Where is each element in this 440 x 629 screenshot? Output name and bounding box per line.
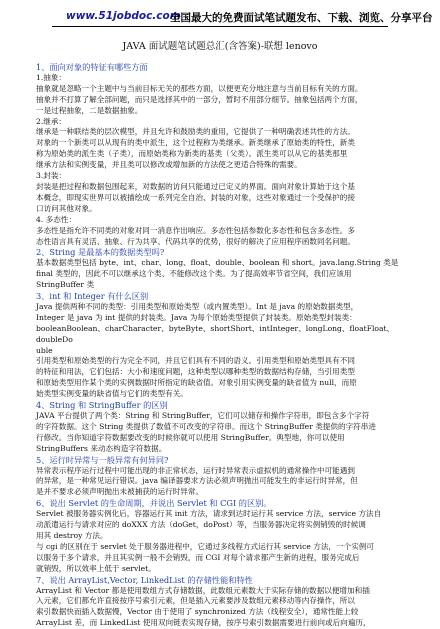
section-heading: 1、面向对象的特征有哪些方面 [36, 62, 148, 72]
body-line: 和原始类型用作某个类的实例数据时所指定的缺省值。对象引用实例变量的缺省值为 null，而原 [36, 378, 357, 388]
body-line: 称为原始类的派生类（子类），而原始类称为新类的基类（父类）。派生类可以从它的基类那里 [36, 149, 348, 159]
body-line: 2.继承： [36, 116, 67, 126]
section-heading: 7、说出 ArrayList,Vector, LinkedList 的存储性能和特性 [36, 574, 253, 585]
section-heading: 5、运行时异常与一般异常有何异同? [36, 454, 169, 465]
body-line: booleanBoolean、charCharacter、byteByte、shortShort、intInteger、longLong、floatFloat、doubleDo [36, 323, 395, 344]
section-heading: 2、String 是最基本的数据类型吗? [36, 247, 165, 258]
body-line: 是并不要求必须声明抛出未被捕获的运行时异常。 [36, 487, 204, 497]
body-line: 继承是一种联结类的层次模型，并且允许和鼓励类的重用，它提供了一种明确表述共性的方法。 [36, 127, 355, 137]
body-line: Java 提供两种不同的类型：引用类型和原始类型（或内置类型）。Int 是 java 的原始数据类型， [36, 301, 359, 311]
body-line: 一是过程抽象，二是数据抽象。 [36, 105, 143, 115]
page-header [0, 6, 440, 28]
body-line: 态性语言具有灵活、抽象、行为共享、代码共享的优势，很好的解决了应用程序函数同名问题。 [36, 236, 355, 246]
body-line: Integer 是 java 为 int 提供的封装类。Java 为每个原始类型提供了封装类。原始类型封装类： [36, 312, 357, 322]
body-line: ArrayList 差，而 LinkedList 使用双向链表实现存储，按序号索引数据需要进行前向或后向遍历， [36, 618, 371, 628]
body-line: 与 cgi 的区别在于 servlet 处于服务器进程中，它通过多线程方式运行其 service 方法，一个实例可 [36, 541, 374, 551]
body-line: 1.抽象： [36, 72, 67, 82]
document-body [36, 62, 408, 629]
body-line: 异常表示程序运行过程中可能出现的非正常状态，运行时异常表示虚拟机的通常操作中可能遇到 [36, 465, 355, 475]
header-divider [52, 26, 388, 27]
body-line: 始类型实例变量的缺省值与它们的类型有关。 [36, 389, 188, 399]
body-line: 以服务于多个请求，并且其实例一般不会销毁，而 CGI 对每个请求都产生新的进程，服务完成后 [36, 552, 360, 562]
body-line: 引用类型和原始类型的行为完全不同，并且它们具有不同的语义。引用类型和原始类型具有不同 [36, 356, 355, 366]
section-heading: 3、int 和 Integer 有什么区别 [36, 291, 149, 302]
body-line: 动派遣运行与请求对应的 doXXX 方法（doGet，doPost）等，当服务器决定将实例销毁的时候调 [36, 520, 366, 530]
section-heading: 6、说出 Servlet 的生命周期，并说出 Servlet 和 CGI 的区别。 [36, 498, 272, 509]
body-line: ArrayList 和 Vector 都是使用数组方式存储数据，此数组元素数大于实际存储的数据以便增加和插 [36, 585, 370, 595]
body-line: 入元素，它们都允许直接按序号索引元素，但是插入元素要涉及数组元素移动等内存操作，所以 [36, 596, 355, 606]
body-line: 口访问其他对象。 [36, 203, 97, 213]
document-title: JAVA 面试题笔试题总汇(含答案)-联想 lenovo [122, 41, 318, 52]
body-line: 3.封装： [36, 171, 67, 181]
body-line: 用其 destroy 方法。 [36, 530, 108, 540]
body-line: 封装是把过程和数据包围起来，对数据的访问只能通过已定义的界面。面向对象计算始于这个基 [36, 181, 355, 191]
body-line: 对象的一个新类可以从现有的类中派生，这个过程称为类继承。新类继承了原始类的特性，新类 [36, 138, 355, 148]
body-line: 的异常，是一种常见运行错误。java 编译器要求方法必须声明抛出可能发生的非运行时异常，但 [36, 476, 358, 486]
body-line: 抽象就是忽略一个主题中与当前目标无关的那些方面，以便更充分地注意与当前目标有关的方面。 [36, 83, 363, 93]
body-line: 行修改。当你知道字符数据要改变的时候你就可以使用 StringBuffer。典型地，你可以使用 [36, 432, 345, 442]
body-line: 就销毁，所以效率上低于 servlet。 [36, 563, 156, 573]
body-line: 的字符数据。这个 String 类提供了数值不可改变的字符串。而这个 StringBuffer 类提供的字符串进 [36, 421, 376, 431]
body-line: 索引数据快而插入数据慢，Vector 由于使用了 synchronized 方法（线程安全），通常性能上较 [36, 607, 359, 617]
section-heading: 4、String 和 StringBuffer 的区别 [36, 400, 168, 411]
body-line: 多态性是指允许不同类的对象对同一消息作出响应。多态性包括参数化多态性和包含多态性。多 [36, 225, 355, 235]
body-line: 的特征和用法，它们包括：大小和速度问题，这种类型以哪种类型的数据结构存储，当引用类型 [36, 367, 355, 377]
site-url[interactable]: www.51jobdoc.com [66, 10, 181, 22]
body-line: 抽象并不打算了解全部问题，而只是选择其中的一部分，暂时不用部分细节。抽象包括两个方面， [36, 94, 363, 104]
body-line: 本概念，即现实世界可以被描绘成一系列完全自治、封装的对象，这些对象通过一个受保护的接 [36, 192, 355, 202]
body-line: 基本数据类型包括 byte、int、char、long、float、double、boolean 和 short。java.lang.String 类是 [36, 258, 399, 268]
body-line: final 类型的，因此不可以继承这个类、不能修改这个类。为了提高效率节省空间，我们应该用 [36, 269, 352, 279]
body-line: StringBuffers 来动态构造字符数据。 [36, 443, 167, 453]
body-line: uble [36, 345, 53, 355]
body-line: 4. 多态性： [36, 214, 77, 224]
body-line: Servlet 被服务器实例化后，容器运行其 init 方法，请求到达时运行其 service 方法，service 方法自 [36, 509, 382, 519]
body-line: JAVA 平台提供了两个类：String 和 StringBuffer，它们可以储存和操作字符串，即包含多个字符 [36, 411, 370, 420]
body-line: 继承方法和实例变量，并且类可以修改或增加新的方法使之更适合特殊的需要。 [36, 160, 302, 170]
site-slogan: 全国最大的免费面试笔试题发布、下载、浏览、分享平台 [170, 12, 433, 24]
body-line: StringBuffer 类 [36, 280, 95, 290]
